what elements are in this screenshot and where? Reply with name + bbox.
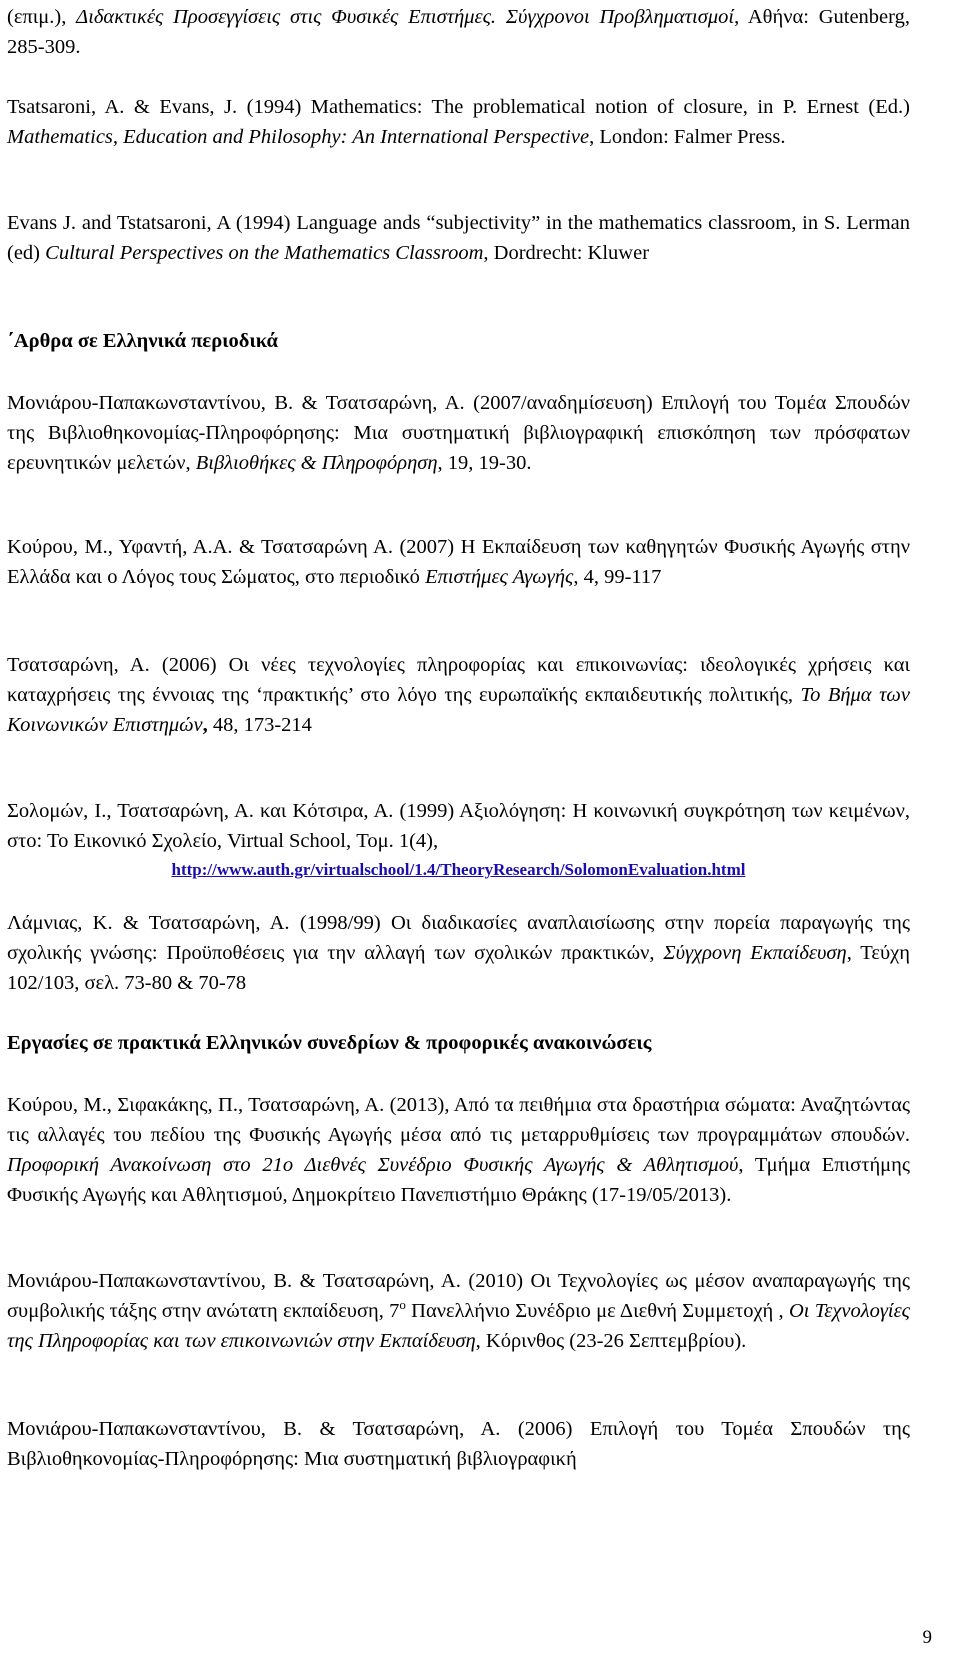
reference-segment: , London: Falmer Press. (589, 126, 786, 148)
page-number: 9 (922, 1627, 932, 1648)
italic-title: Επιστήμες Αγωγής (425, 566, 574, 588)
reference-segment: , Τμήμα Επιστήμης Φυσικής Αγωγής και Αθλητισμού, Δημοκρίτειο Πανεπιστήμιο Θράκης (17-19/05/2013). (7, 1154, 910, 1206)
reference-segment: Μονιάρου-Παπακωνσταντίνου, Β. & Τσατσαρώνη, Α. (2006) Επιλογή του Τομέα Σπουδών της Βιβλιοθηκονομίας-Πληροφόρησης: Μια συστηματική βιβλιογραφική (7, 1418, 910, 1470)
italic-title: Mathematics, Education and Philosophy: An International Perspective (7, 126, 590, 148)
reference-entry (7, 650, 910, 740)
reference-entry (7, 2, 910, 62)
reference-url-link[interactable]: http://www.auth.gr/virtualschool/1.4/TheoryResearch/SolomonEvaluation.html (171, 860, 746, 879)
reference-segment: , (202, 714, 213, 736)
reference-segment: Κούρου, Μ., Υφαντή, Α.Α. & Τσατσαρώνη Α. (2007) Η Εκπαίδευση των καθηγητών Φυσικής Αγωγής στην Ελλάδα και ο Λόγος τους Σώματος, στο περιοδικό (7, 536, 910, 588)
italic-title: Προφορική Ανακοίνωση στο 21ο Διεθνές Συνέδριο Φυσικής Αγωγής & Αθλητισμού (7, 1154, 739, 1176)
reference-segment: , Τεύχη 102/103, σελ. 73-80 & 70-78 (7, 942, 910, 994)
reference-segment: Μονιάρου-Παπακωνσταντίνου, Β. & Τσατσαρώνη, Α. (2010) Οι Τεχνολογίες ως μέσον αναπαραγωγής της συμβολικής τάξης στην ανώτατη εκπαίδευση, 7 (7, 1270, 910, 1322)
italic-title: Cultural Perspectives on the Mathematics Classroom (45, 242, 484, 264)
reference-segment: Μονιάρου-Παπακωνσταντίνου, Β. & Τσατσαρώνη, Α. (2007/αναδημίσευση) Επιλογή του Τομέα Σπουδών της Βιβλιοθηκονομίας-Πληροφόρησης: Μια συστηματική βιβλιογραφική επισκόπηση των πρόσφατων ερευνητικών μελετών, (7, 392, 910, 474)
reference-segment: Λάμνιας, Κ. & Τσατσαρώνη, Α. (1998/99) Οι διαδικασίες αναπλαισίωσης στην πορεία παραγωγής της σχολικής γνώσης: Προϋποθέσεις για την αλλαγή των σχολικών πρακτικών, (7, 912, 910, 964)
reference-entry (7, 388, 910, 478)
reference-entry (7, 908, 910, 998)
reference-entry (7, 1266, 910, 1356)
reference-segment: Κούρου, Μ., Σιφακάκης, Π., Τσατσαρώνη, Α. (2013), Από τα πειθήμια στα δραστήρια σώματα: Αναζητώντας τις αλλαγές του πεδίου της Φυσικής Αγωγής μέσα από τις μεταρρυθμίσεις των προγραμμάτων σπουδών. (7, 1094, 910, 1146)
reference-segment: (επιμ.), (7, 6, 77, 28)
reference-segment: Evans J. and Tstatsaroni, A (1994) Language ands “subjectivity” in the mathematics classroom, in S. Lerman (ed) (7, 212, 910, 264)
reference-segment: , Dordrecht: Kluwer (483, 242, 650, 264)
reference-segment: , Αθήνα: Gutenberg, 285-309. (7, 6, 910, 58)
italic-title: Διδακτικές Προσεγγίσεις στις Φυσικές Επιστήμες. Σύγχρονοι Προβληματισμοί (76, 6, 735, 28)
reference-segment: Πανελλήνιο Συνέδριο με Διεθνή Συμμετοχή , (405, 1300, 789, 1322)
reference-segment: Σολομών, Ι., Τσατσαρώνη, Α. και Κότσιρα, Α. (1999) Αξιολόγηση: Η κοινωνική συγκρότηση των κειμένων, στο: Το Εικονικό Σχολείο, Virtual School, Τομ. 1(4), (7, 800, 910, 852)
reference-text (7, 800, 910, 852)
reference-segment: , 4, 99-117 (573, 566, 662, 588)
reference-segment: Tsatsaroni, A. & Evans, J. (1994) Mathematics: The problematical notion of closure, in P. Ernest (Ed.) (7, 96, 910, 118)
italic-title: Το Βήμα των Κοινωνικών Επιστημών (7, 684, 910, 736)
superscript: ο (399, 1297, 406, 1313)
reference-entry-with-link (7, 796, 910, 884)
italic-title: Οι Τεχνολογίες της Πληροφορίας και των επικοινωνιών στην Εκπαίδευση (7, 1300, 910, 1352)
reference-segment: Τσατσαρώνη, Α. (2006) Οι νέες τεχνολογίες πληροφορίας και επικοινωνίας: ιδεολογικές χρήσεις και καταχρήσεις της έννοιας της ‘πρακτικής’ στο λόγο της ευρωπαϊκής εκπαιδευτικής πολιτικής, (7, 654, 910, 706)
reference-segment: , Κόρινθος (23-26 Σεπτεμβρίου). (475, 1330, 747, 1352)
reference-entry (7, 1414, 910, 1474)
reference-entry (7, 532, 910, 592)
reference-entry (7, 92, 910, 152)
reference-segment: , 19, 19-30. (437, 452, 532, 474)
section-heading-articles: ΄Αρθρα σε Ελληνικά περιοδικά (7, 330, 278, 352)
reference-entry (7, 1090, 910, 1210)
italic-title: Σύγχρονη Εκπαίδευση (663, 942, 847, 964)
reference-segment: 48, 173-214 (212, 714, 312, 736)
reference-entry (7, 208, 910, 268)
italic-title: Βιβλιοθήκες & Πληροφόρηση (195, 452, 438, 474)
section-heading-proceedings: Εργασίες σε πρακτικά Ελληνικών συνεδρίων & προφορικές ανακοινώσεις (7, 1032, 652, 1054)
